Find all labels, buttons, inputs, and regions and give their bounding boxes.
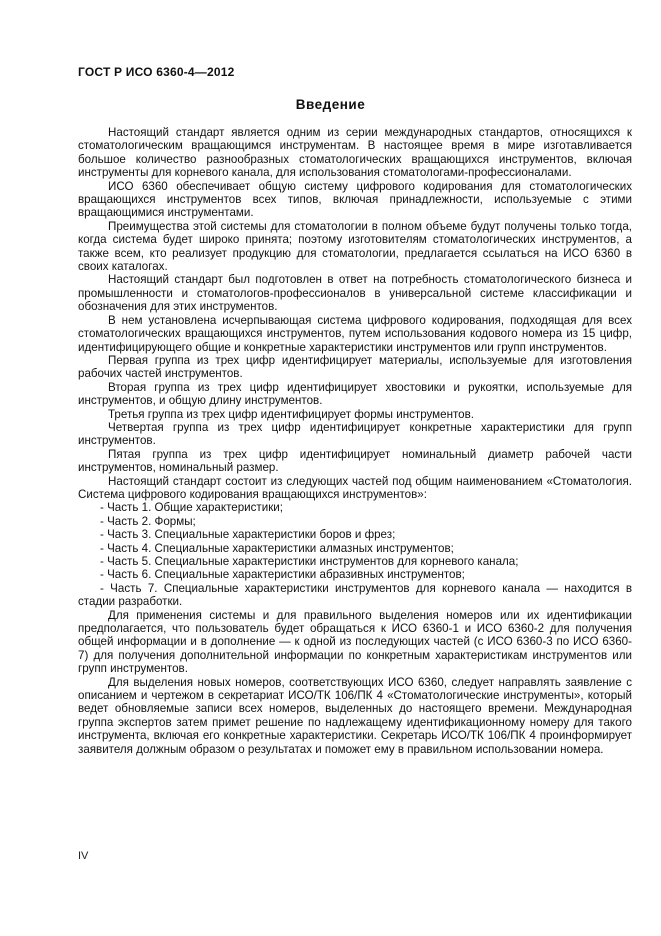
paragraph: Третья группа из трех цифр идентифицирует формы инструментов. bbox=[108, 407, 475, 421]
paragraph: Первая группа из трех цифр идентифицирует материалы, используемые для изготовления рабочих частей инструментов. bbox=[78, 353, 632, 381]
paragraph: Настоящий стандарт является одним из серии международных стандартов, относящихся к стоматологическим вращающимся инструментам. В настоящее время в мире изготавливается большое количество разнообразных стоматологических вращающихся инструментов, включая инструменты для корневого канала, для использования стоматологами-профессионалами. bbox=[78, 126, 632, 180]
paragraph: Вторая группа из трех цифр идентифицирует хвостовики и рукоятки, используемые для инструментов, и общую длину инструментов. bbox=[78, 380, 632, 408]
paragraph: Настоящий стандарт состоит из следующих частей под общим наименованием «Стоматология. Система цифрового кодирования вращающихся инструментов»: bbox=[78, 474, 632, 501]
paragraph: Пятая группа из трех цифр идентифицирует номинальный диаметр рабочей части инструментов, номинальный размер. bbox=[78, 447, 632, 475]
paragraph: Для применения системы и для правильного выделения номеров или их идентификации предполагается, что пользователь будет обращаться к ИСО 6360-1 и ИСО 6360-2 для получения общей информации и в дополнение — к одной из последующих частей (с ИСО 6360-3 по ИСО 6360-7) для получения дополнительной информации по конкретным характеристикам инструментов или групп инструментов. bbox=[78, 608, 632, 676]
paragraph: ИСО 6360 обеспечивает общую систему цифрового кодирования для стоматологических вращающихся инструментов всех типов, включая принадлежности, используемые с этими вращающимися инструментами. bbox=[78, 179, 632, 220]
list-item: - Часть 1. Общие характеристики; bbox=[100, 501, 283, 515]
list-item: - Часть 2. Формы; bbox=[100, 514, 196, 528]
list-item: - Часть 5. Специальные характеристики инструментов для корневого канала; bbox=[100, 555, 519, 568]
paragraph: Для выделения новых номеров, соответствующих ИСО 6360, следует направлять заявление с описанием и чертежом в секретариат ИСО/ТК 106/ПК 4 «Стоматологические инструменты», который ведет обновляемые записи всех номеров, выделенных до настоящего времени. Международная группа экспертов затем примет решение по надлежащему идентификационному номеру для такого инструмента, включая его конкретные характеристики. Секретарь ИСО/ТК 106/ПК 4 проинформирует заявителя должным образом о результатах и поможет ему в правильном использовании номера. bbox=[78, 675, 632, 756]
paragraph: Настоящий стандарт был подготовлен в ответ на потребность стоматологического бизнеса и промышленности и стоматологов-профессионалов в универсальной системе классификации и обозначения для этих инструментов. bbox=[78, 273, 632, 314]
document-body bbox=[78, 126, 632, 756]
page-number: IV bbox=[78, 850, 89, 862]
paragraph: Преимущества этой системы для стоматологии в полном объеме будут получены только тогда, когда система будет широко принята; поэтому изготовителям стоматологических инструментов, а также всем, кто реализует продукцию для стоматологии, предлагается ссылаться на ИСО 6360 в своих каталогах. bbox=[78, 219, 632, 274]
paragraph: Четвертая группа из трех цифр идентифицирует конкретные характеристики для групп инструментов. bbox=[78, 420, 632, 448]
list-item: - Часть 4. Специальные характеристики алмазных инструментов; bbox=[100, 541, 454, 555]
document-code: ГОСТ Р ИСО 6360-4—2012 bbox=[78, 65, 235, 79]
paragraph: В нем установлена исчерпывающая система цифрового кодирования, подходящая для всех стоматологических вращающихся инструментов, путем использования кодового номера из 15 цифр, идентифицирующего общие и конкретные характеристики инструментов или групп инструментов. bbox=[78, 313, 632, 354]
list-item: - Часть 3. Специальные характеристики боров и фрез; bbox=[100, 528, 396, 542]
list-item: - Часть 6. Специальные характеристики абразивных инструментов; bbox=[100, 568, 465, 582]
page-title: Введение bbox=[295, 97, 366, 112]
list-item: - Часть 7. Специальные характеристики инструментов для корневого канала — находится в стадии разработки. bbox=[78, 581, 632, 609]
